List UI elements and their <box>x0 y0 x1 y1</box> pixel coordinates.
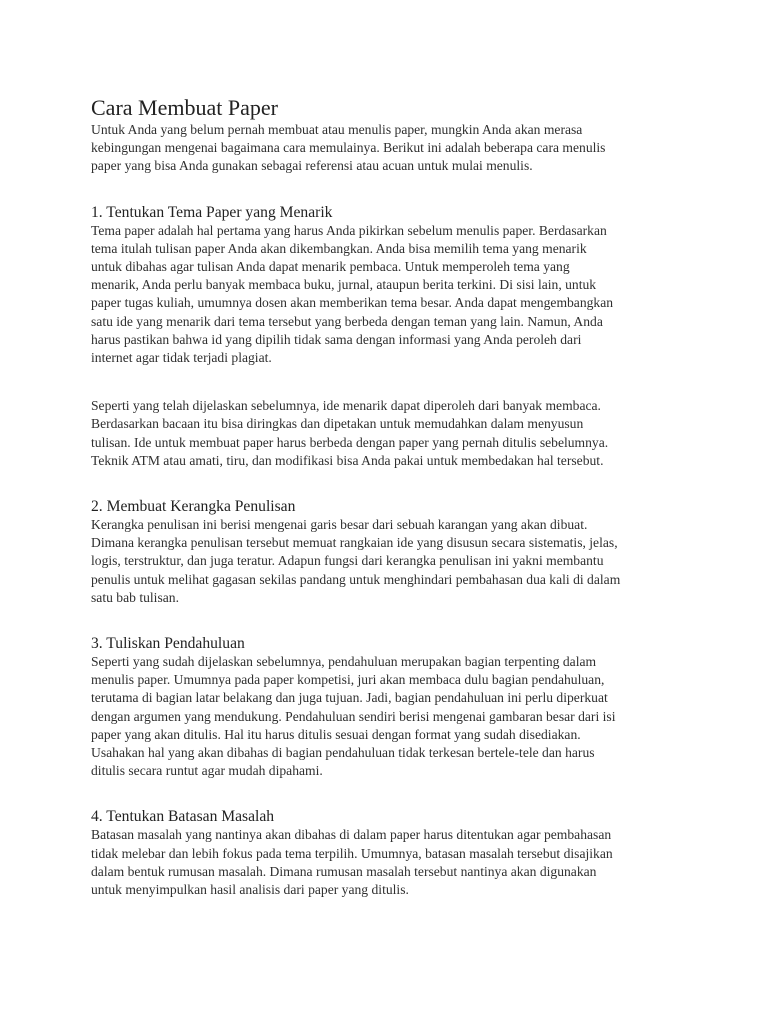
text-line: satu ide yang menarik dari tema tersebut yang berbeda dengan teman yang lain. Namun, Anda <box>91 313 603 329</box>
text-line: untuk menyimpulkan hasil analisis dari paper yang ditulis. <box>91 882 409 898</box>
text-line: paper tugas kuliah, umumnya dosen akan memberikan tema besar. Anda dapat mengembangkan <box>91 295 614 311</box>
text-line: paper yang bisa Anda gunakan sebagai referensi atau acuan untuk mulai menulis. <box>91 158 533 174</box>
text-line: kebingungan mengenai bagaimana cara memulainya. Berikut ini adalah beberapa cara menulis <box>91 140 606 156</box>
text-line: dalam bentuk rumusan masalah. Dimana rumusan masalah tersebut nantinya akan digunakan <box>91 863 597 879</box>
section-3 <box>91 634 691 780</box>
text-line: Dimana kerangka penulisan tersebut memuat rangkaian ide yang disusun secara sistematis, jelas, <box>91 535 618 551</box>
intro-paragraph <box>91 121 691 176</box>
text-line: ditulis secara runtut agar mudah dipahami. <box>91 763 323 779</box>
text-line: Usahakan hal yang akan dibahas di bagian pendahuluan tidak terkesan bertele-tele dan harus <box>91 745 595 761</box>
text-line: Tema paper adalah hal pertama yang harus Anda pikirkan sebelum menulis paper. Berdasarkan <box>91 222 607 238</box>
text-line: internet agar tidak terjadi plagiat. <box>91 350 272 366</box>
text-line: Kerangka penulisan ini berisi mengenai garis besar dari sebuah karangan yang akan dibuat. <box>91 517 588 533</box>
section-paragraph <box>91 826 691 899</box>
text-line: paper yang akan ditulis. Hal itu harus ditulis sesuai dengan format yang sudah disediakan. <box>91 726 581 742</box>
text-line: Teknik ATM atau amati, tiru, dan modifikasi bisa Anda pakai untuk membedakan hal tersebut. <box>91 452 604 468</box>
text-line: logis, terstruktur, dan juga teratur. Adapun fungsi dari kerangka penulisan ini yakni membantu <box>91 553 604 569</box>
text-line: satu bab tulisan. <box>91 589 179 605</box>
text-line: Seperti yang sudah dijelaskan sebelumnya, pendahuluan merupakan bagian terpenting dalam <box>91 654 597 670</box>
text-line: tulisan. Ide untuk membuat paper harus berbeda dengan paper yang pernah ditulis sebelumnya. <box>91 434 609 450</box>
text-line: untuk dibahas agar tulisan Anda dapat menarik pembaca. Untuk memperoleh tema yang <box>91 259 570 275</box>
text-line: Seperti yang telah dijelaskan sebelumnya, ide menarik dapat diperoleh dari banyak membaca. <box>91 398 601 414</box>
section-heading: 3. Tuliskan Pendahuluan <box>91 635 245 653</box>
text-line: dengan argumen yang mendukung. Pendahuluan sendiri berisi mengenai gambaran besar dari isi <box>91 708 616 724</box>
text-line: harus pastikan bahwa id yang dipilih tidak sama dengan informasi yang Anda peroleh dari <box>91 331 582 347</box>
text-line: menarik, Anda perlu banyak membaca buku, jurnal, ataupun berita terkini. Di sisi lain, untuk <box>91 277 597 293</box>
section-heading: 4. Tentukan Batasan Masalah <box>91 808 275 826</box>
document-body <box>91 95 691 899</box>
text-line: Untuk Anda yang belum pernah membuat atau menulis paper, mungkin Anda akan merasa <box>91 122 583 137</box>
section-paragraph <box>91 653 691 780</box>
text-line: Batasan masalah yang nantinya akan dibahas di dalam paper harus ditentukan agar pembahasan <box>91 827 612 843</box>
text-line: penulis untuk melihat gagasan sekilas pandang untuk menghindari pembahasan dua kali di dalam <box>91 571 621 587</box>
section-paragraph <box>91 516 691 607</box>
document-title: Cara Membuat Paper <box>91 95 278 120</box>
section-paragraph <box>91 222 691 368</box>
section-2 <box>91 497 691 607</box>
text-line: terutama di bagian latar belakang dan juga tujuan. Jadi, bagian pendahuluan ini perlu diperkuat <box>91 690 608 706</box>
text-line: tema itulah tulisan paper Anda akan dikembangkan. Anda bisa memilih tema yang menarik <box>91 240 587 256</box>
section-heading: 1. Tentukan Tema Paper yang Menarik <box>91 203 333 221</box>
section-heading: 2. Membuat Kerangka Penulisan <box>91 498 296 516</box>
text-line: tidak melebar dan lebih fokus pada tema terpilih. Umumnya, batasan masalah tersebut disajikan <box>91 845 613 861</box>
section-1 <box>91 203 691 470</box>
text-line: Berdasarkan bacaan itu bisa diringkas dan dipetakan untuk memudahkan dalam menyusun <box>91 416 584 432</box>
section-4 <box>91 807 691 899</box>
text-line: menulis paper. Umumnya pada paper kompetisi, juri akan membaca dulu bagian pendahuluan, <box>91 672 605 688</box>
section-paragraph <box>91 397 691 470</box>
